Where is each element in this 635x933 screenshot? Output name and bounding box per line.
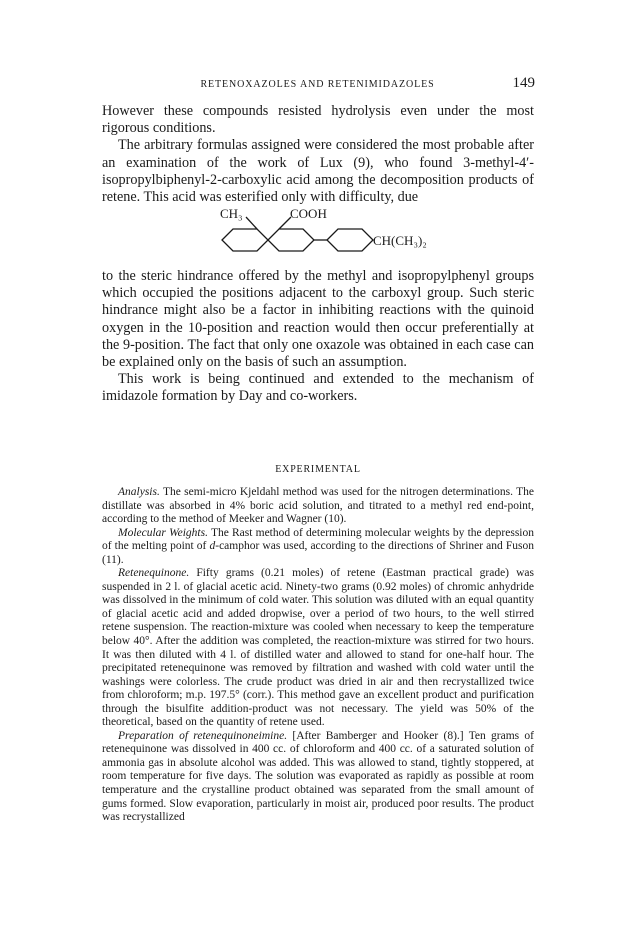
paragraph-formulas: The arbitrary formulas assigned were considered the most probable after an examination of the work of Lux (9), who found 3-methyl-4′-isopropylbiphenyl-2-carboxylic acid among the decomposition products of retene. This acid was esterified only with difficulty, due xyxy=(102,137,534,206)
formula-methyl-label: CH₃ xyxy=(220,206,243,221)
experimental-retenequinoneimine-title: Preparation of retenequinoneimine. xyxy=(118,729,288,742)
experimental-retenequinone-title: Retenequinone. xyxy=(118,567,190,580)
experimental-molecular-weights xyxy=(102,527,534,568)
experimental-molecular-weights-text-after: -camphor was used, according to the directions of Shriner and Fuson (11). xyxy=(102,540,535,566)
running-head-title: RETENOXAZOLES AND RETENIMIDAZOLES xyxy=(200,79,435,90)
paragraph-continued-work: This work is being continued and extended to the mechanism of imidazole formation by Day and co-workers. xyxy=(102,371,534,405)
body-text-lower xyxy=(102,268,534,406)
formula-carboxyl-label: COOH xyxy=(290,206,327,221)
experimental-retenequinone-text: Fifty grams (0.21 moles) of retene (Eastman practical grade) was suspended in 2 l. of glacial acetic acid. Ninety-two grams (0.92 moles) of chromic anhydride was dissolved in the minimum of cold water. This solution was diluted with an equal quantity of glacial acetic acid and added dropwise, over a period of two hours, to the well stirred retene suspension. The reaction-mixture was cooled when necessary to keep the temperature below 40°. After the addition was completed, the reaction-mixture was stirred for two hours. It was then diluted with 4 l. of distilled water and allowed to stand for one-half hour. The precipitated retenequinone was removed by filtration and washed with cold water until the washings were colorless. The crude product was dried in air and then recrystallized twice from chloroform; m.p. 197.5° (corr.). This method gave an excellent product and purification through the bisulfite addition-product was not necessary. The yield was 50% of the theoretical, based on the quantity of retene used. xyxy=(102,567,535,729)
experimental-analysis-title: Analysis. xyxy=(118,486,160,498)
experimental-analysis xyxy=(102,486,534,527)
experimental-retenequinoneimine-text: [After Bamberger and Hooker (8).] Ten grams of retenequinone was dissolved in 400 cc. of chloroform and 400 cc. of a saturated solution of ammonia gas in absolute alcohol was added. This was allowed to stand, tightly stoppered, at room temperature for five days. The solution was evaporated as rapidly as possible at room temperature and the crystalline product obtained was separated from the small amount of gums formed. Slow evaporation, particularly in moist air, produced poor results. The product was recrystallized xyxy=(102,729,535,824)
paragraph-steric-hindrance: to the steric hindrance offered by the methyl and isopropylphenyl groups which occupied the positions adjacent to the carboxyl group. Such steric hindrance might also be a factor in inhibiting reactions with the quinoid oxygen in the 10-position and reaction would then occur preferentially at the 9-position. The fact that only one oxazole was obtained in each case can be explained only on the basis of such an assumption. xyxy=(102,268,534,371)
body-text-upper xyxy=(102,103,534,206)
running-head xyxy=(100,77,535,93)
experimental-analysis-text: The semi-micro Kjeldahl method was used for the nitrogen determinations. The distillate was absorbed in 4% boric acid solution, and titrated to a methyl red end-point, according to the method of Meeker and Wagner (10). xyxy=(102,486,535,526)
experimental-molecular-weights-italic: d xyxy=(209,540,216,553)
paragraph-hydrolysis: However these compounds resisted hydrolysis even under the most rigorous conditions. xyxy=(102,103,534,137)
section-heading-experimental: EXPERIMENTAL xyxy=(275,464,361,475)
experimental-molecular-weights-text: The Rast method of determining molecular weights by the depression of the melting point of xyxy=(102,526,534,553)
experimental-section xyxy=(102,486,534,825)
formula-isopropyl-label: CH(CH₃)₂ xyxy=(373,233,427,248)
structural-formula xyxy=(220,206,427,267)
experimental-molecular-weights-title: Molecular Weights. xyxy=(118,526,208,539)
experimental-retenequinone xyxy=(102,567,534,730)
page-number: 149 xyxy=(512,75,535,91)
experimental-retenequinoneimine xyxy=(102,730,534,825)
